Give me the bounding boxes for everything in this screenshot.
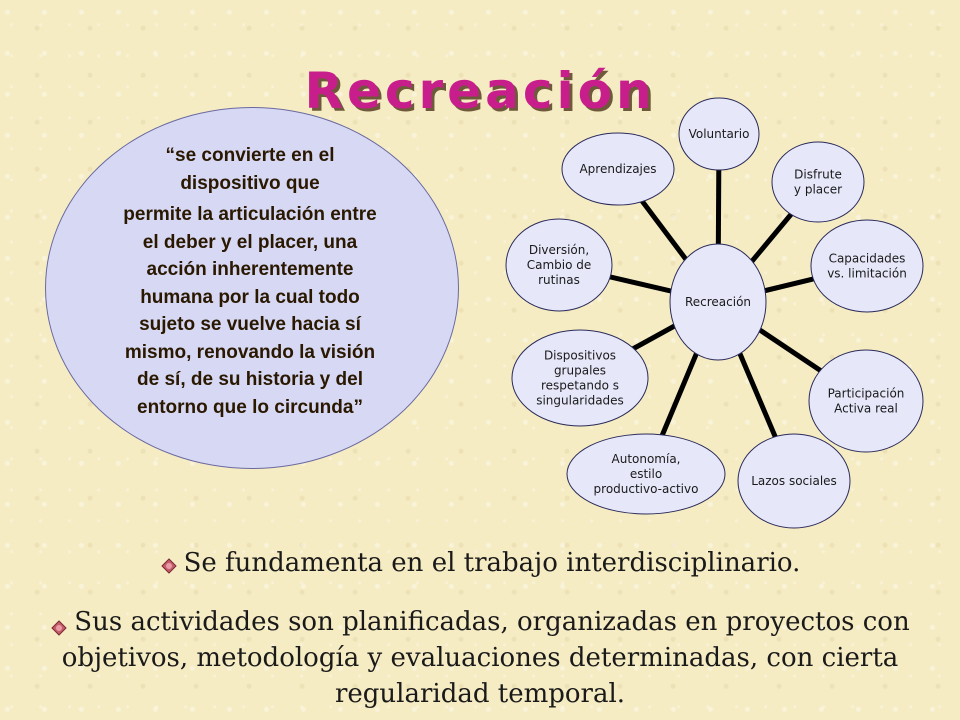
bullet-item	[40, 604, 920, 712]
node-label: rutinas	[538, 273, 580, 287]
page-title: Recreación	[304, 62, 656, 120]
node-label: productivo-activo	[593, 482, 699, 496]
node-label: Capacidades	[828, 251, 906, 266]
quote-line: el deber y el placer, una	[142, 231, 358, 253]
node-label: respetando s	[541, 378, 619, 393]
node-label: Disfrute	[794, 167, 842, 182]
node-label: Lazos sociales	[751, 474, 837, 488]
quote-line: dispositivo que	[180, 172, 320, 194]
node-label: estilo	[629, 467, 663, 481]
node-label: Activa real	[834, 401, 898, 416]
quote-line: sujeto se vuelve hacia sí	[139, 314, 361, 335]
node-center	[670, 244, 766, 360]
node-voluntario	[679, 98, 759, 170]
node-diversion	[506, 219, 612, 311]
node-label: Autonomía,	[611, 452, 681, 466]
node-participacion	[809, 350, 923, 452]
node-label: singularidades	[536, 393, 624, 408]
node-label: Participación	[827, 386, 905, 401]
node-label: Dispositivos	[543, 348, 617, 363]
node-lazos	[738, 434, 850, 528]
node-disfrute	[772, 142, 864, 222]
node-label: grupales	[553, 363, 607, 378]
quote-line: humana por la cual todo	[140, 286, 360, 308]
node-label: Voluntario	[688, 127, 750, 141]
node-label: Recreación	[684, 295, 752, 309]
node-label: vs. limitación	[827, 266, 907, 281]
bullet-item	[40, 548, 920, 578]
node-dispositivos	[512, 330, 648, 426]
flower-bullet-icon	[50, 611, 68, 629]
quote-line: entorno que lo circunda”	[137, 396, 363, 418]
node-label: Aprendizajes	[579, 162, 657, 176]
quote-line: “se convierte en el	[165, 145, 335, 166]
quote-line: de sí, de su historia y del	[137, 369, 363, 390]
node-capacidades	[811, 220, 923, 312]
quote-line: acción inherentemente	[146, 259, 354, 280]
node-label: y placer	[793, 182, 843, 197]
node-label: Cambio de	[526, 258, 592, 272]
bullet-text: Sus actividades son planificadas, organizadas en proyectos con objetivos, metodología y evaluaciones determinadas, con cierta regularidad temporal.	[61, 607, 910, 709]
quote-line: permite la articulación entre	[123, 204, 377, 225]
bullet-text: Se fundamenta en el trabajo interdisciplinario.	[183, 548, 801, 578]
flower-bullet-icon	[160, 552, 178, 570]
node-aprendizajes	[562, 133, 674, 205]
node-label: Diversión,	[528, 243, 590, 257]
node-autonomia	[567, 434, 725, 514]
quote-line: mismo, renovando la visión	[124, 341, 376, 363]
